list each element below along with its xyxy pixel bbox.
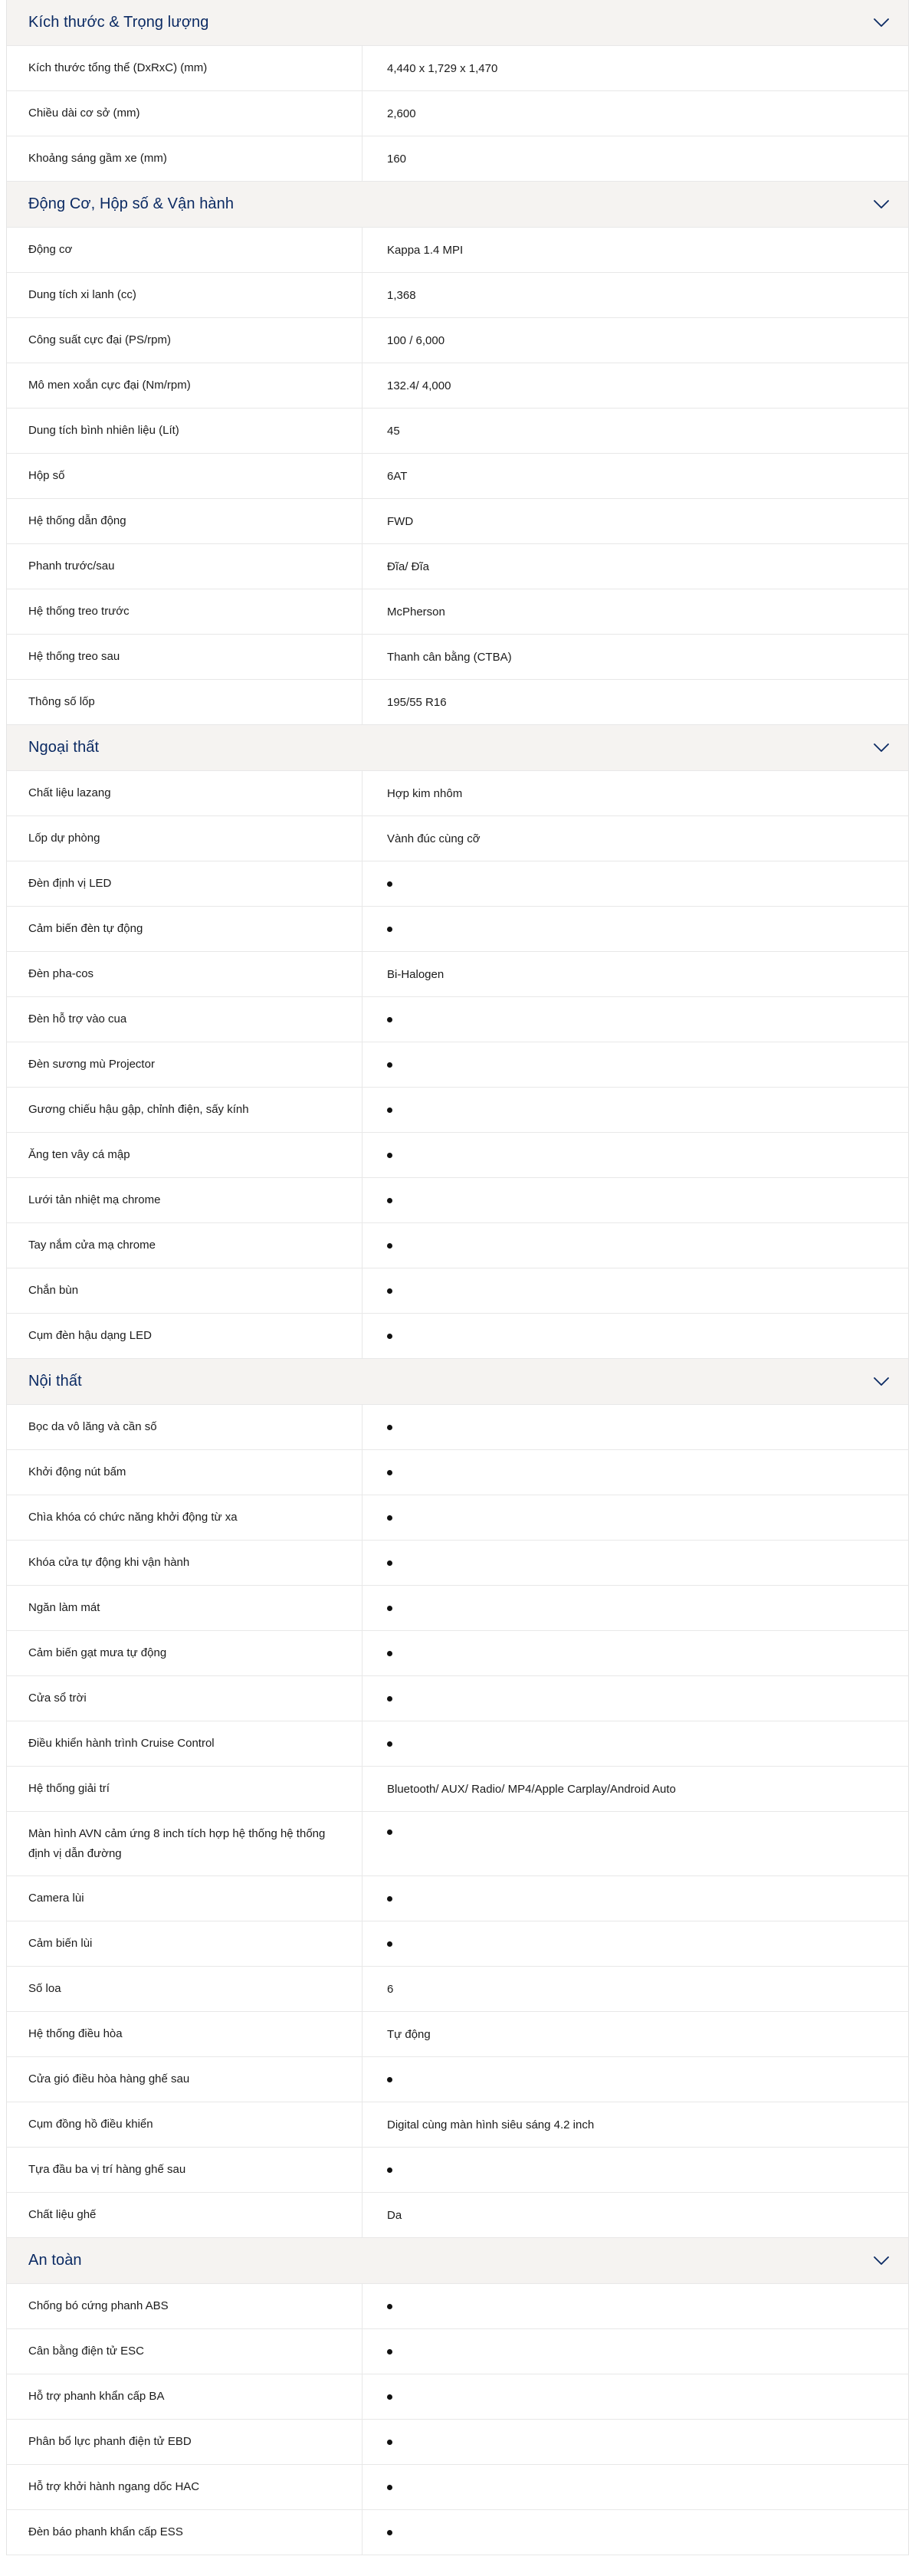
- section-title: Động Cơ, Hộp số & Vận hành: [28, 195, 235, 212]
- spec-value: Bi-Halogen: [387, 967, 445, 981]
- spec-value: 6AT: [387, 469, 408, 483]
- spec-row: [7, 907, 908, 952]
- spec-value: 2,600: [387, 107, 416, 120]
- spec-value-bullet: [363, 1042, 908, 1087]
- spec-row: [7, 499, 908, 544]
- chevron-down-icon[interactable]: [873, 2256, 890, 2266]
- spec-label: Phanh trước/sau: [7, 544, 363, 589]
- bullet-icon: [387, 1515, 392, 1521]
- spec-row: [7, 1541, 908, 1586]
- spec-value: 1,368: [387, 288, 416, 302]
- spec-label: Số loa: [7, 1967, 363, 2011]
- bullet-icon: [387, 1606, 392, 1611]
- spec-label: Hệ thống treo trước: [7, 589, 363, 634]
- spec-label: Khoảng sáng gầm xe (mm): [7, 136, 363, 181]
- spec-row: [7, 2465, 908, 2510]
- section-header-toggle[interactable]: [7, 182, 908, 228]
- spec-section: [7, 0, 908, 182]
- bullet-icon: [387, 1560, 392, 1566]
- spec-label: Hệ thống điều hòa: [7, 2012, 363, 2056]
- spec-row: [7, 1088, 908, 1133]
- spec-value-bullet: [363, 1495, 908, 1540]
- spec-label: Bọc da vô lăng và cần số: [7, 1405, 363, 1449]
- section-title: Kích thước & Trọng lượng: [28, 14, 209, 31]
- spec-row: [7, 1405, 908, 1450]
- bullet-icon: [387, 881, 392, 887]
- spec-value-bullet: [363, 1223, 908, 1268]
- spec-label: Ngăn làm mát: [7, 1586, 363, 1630]
- spec-value: Bluetooth/ AUX/ Radio/ MP4/Apple Carplay/Android Auto: [387, 1782, 676, 1796]
- spec-value-bullet: [363, 2465, 908, 2509]
- bullet-icon: [387, 1288, 392, 1294]
- spec-value: Hợp kim nhôm: [387, 786, 463, 800]
- spec-label: Gương chiếu hậu gập, chỉnh điện, sấy kính: [7, 1088, 363, 1132]
- spec-label: Kích thước tổng thể (DxRxC) (mm): [7, 46, 363, 90]
- spec-row: [7, 952, 908, 997]
- spec-row: [7, 680, 908, 725]
- bullet-icon: [387, 1198, 392, 1203]
- bullet-icon: [387, 1017, 392, 1022]
- spec-value-bullet: [363, 1178, 908, 1222]
- spec-label: Hỗ trợ phanh khẩn cấp BA: [7, 2374, 363, 2419]
- spec-label: Chất liệu lazang: [7, 771, 363, 815]
- spec-row: [7, 1921, 908, 1967]
- spec-label: Động cơ: [7, 228, 363, 272]
- spec-value: Vành đúc cùng cỡ: [387, 832, 481, 845]
- chevron-down-icon[interactable]: [873, 18, 890, 28]
- spec-value-bullet: [363, 1405, 908, 1449]
- bullet-icon: [387, 2440, 392, 2445]
- spec-value-bullet: [363, 1133, 908, 1177]
- spec-value-bullet: [363, 1541, 908, 1585]
- spec-row: [7, 1967, 908, 2012]
- section-title: An toàn: [28, 2252, 82, 2269]
- spec-value-bullet: [363, 2329, 908, 2374]
- spec-value-bullet: [363, 1876, 908, 1921]
- bullet-icon: [387, 2304, 392, 2309]
- bullet-icon: [387, 2349, 392, 2354]
- spec-label: Chống bó cứng phanh ABS: [7, 2284, 363, 2328]
- spec-label: Hệ thống giải trí: [7, 1767, 363, 1811]
- spec-label: Tay nắm cửa mạ chrome: [7, 1223, 363, 1268]
- spec-row: [7, 1223, 908, 1268]
- spec-row: [7, 997, 908, 1042]
- spec-row: [7, 1042, 908, 1088]
- section-header-toggle[interactable]: [7, 0, 908, 46]
- spec-row: [7, 2057, 908, 2102]
- spec-row: [7, 2329, 908, 2374]
- chevron-down-icon[interactable]: [873, 199, 890, 210]
- bullet-icon: [387, 1829, 392, 1835]
- spec-row: [7, 1450, 908, 1495]
- spec-row: [7, 1586, 908, 1631]
- spec-label: Hệ thống treo sau: [7, 635, 363, 679]
- spec-value: FWD: [387, 514, 414, 528]
- spec-value-bullet: [363, 1268, 908, 1313]
- bullet-icon: [387, 2077, 392, 2082]
- section-header-toggle[interactable]: [7, 725, 908, 771]
- spec-label: Công suất cực đại (PS/rpm): [7, 318, 363, 363]
- spec-label: Khóa cửa tự động khi vận hành: [7, 1541, 363, 1585]
- spec-label: Tựa đầu ba vị trí hàng ghế sau: [7, 2148, 363, 2192]
- spec-label: Màn hình AVN cảm ứng 8 inch tích hợp hệ thống hệ thống định vị dẫn đường: [7, 1812, 363, 1875]
- spec-row: [7, 2148, 908, 2193]
- section-title: Ngoại thất: [28, 739, 100, 756]
- spec-row: [7, 454, 908, 499]
- spec-label: Chắn bùn: [7, 1268, 363, 1313]
- spec-value: 6: [387, 1982, 394, 1996]
- spec-row: [7, 409, 908, 454]
- spec-value: Thanh cân bằng (CTBA): [387, 650, 512, 664]
- spec-row: [7, 318, 908, 363]
- spec-row: [7, 771, 908, 816]
- spec-value-bullet: [363, 2374, 908, 2419]
- spec-row: [7, 816, 908, 861]
- spec-value-bullet: [363, 1921, 908, 1966]
- spec-row: [7, 2284, 908, 2329]
- spec-value-bullet: [363, 1676, 908, 1721]
- spec-value-bullet: [363, 1088, 908, 1132]
- spec-value-bullet: [363, 2420, 908, 2464]
- bullet-icon: [387, 1153, 392, 1158]
- spec-value: Đĩa/ Đĩa: [387, 560, 430, 573]
- bullet-icon: [387, 1896, 392, 1902]
- bullet-icon: [387, 2530, 392, 2535]
- spec-value: Kappa 1.4 MPI: [387, 243, 464, 257]
- spec-label: Chiều dài cơ sở (mm): [7, 91, 363, 136]
- bullet-icon: [387, 1651, 392, 1656]
- spec-label: Đèn pha-cos: [7, 952, 363, 996]
- spec-label: Lốp dự phòng: [7, 816, 363, 861]
- spec-row: [7, 544, 908, 589]
- spec-row: [7, 2012, 908, 2057]
- bullet-icon: [387, 1108, 392, 1113]
- spec-value-bullet: [363, 1450, 908, 1495]
- spec-row: [7, 2102, 908, 2148]
- spec-value: 160: [387, 152, 407, 166]
- spec-label: Đèn hỗ trợ vào cua: [7, 997, 363, 1042]
- bullet-icon: [387, 1470, 392, 1475]
- spec-row: [7, 1133, 908, 1178]
- spec-row: [7, 1767, 908, 1812]
- bullet-icon: [387, 1741, 392, 1747]
- spec-label: Hộp số: [7, 454, 363, 498]
- spec-row: [7, 635, 908, 680]
- spec-label: Đèn định vị LED: [7, 861, 363, 906]
- spec-label: Cụm đèn hậu dạng LED: [7, 1314, 363, 1358]
- spec-accordion: [6, 0, 909, 2555]
- spec-label: Cụm đồng hồ điều khiển: [7, 2102, 363, 2147]
- spec-row: [7, 46, 908, 91]
- spec-row: [7, 861, 908, 907]
- chevron-down-icon[interactable]: [873, 1377, 890, 1387]
- spec-section: [7, 1359, 908, 2238]
- spec-row: [7, 1178, 908, 1223]
- spec-label: Cảm biến lùi: [7, 1921, 363, 1966]
- spec-value: 4,440 x 1,729 x 1,470: [387, 61, 498, 75]
- spec-row: [7, 136, 908, 182]
- spec-label: Hỗ trợ khởi hành ngang dốc HAC: [7, 2465, 363, 2509]
- spec-row: [7, 273, 908, 318]
- bullet-icon: [387, 2167, 392, 2173]
- spec-value-bullet: [363, 2148, 908, 2192]
- spec-row: [7, 1721, 908, 1767]
- spec-label: Lưới tản nhiệt mạ chrome: [7, 1178, 363, 1222]
- spec-value-bullet: [363, 997, 908, 1042]
- spec-label: Dung tích bình nhiên liệu (Lít): [7, 409, 363, 453]
- spec-value: 100 / 6,000: [387, 333, 445, 347]
- spec-label: Dung tích xi lanh (cc): [7, 273, 363, 317]
- spec-value-bullet: [363, 2510, 908, 2555]
- spec-row: [7, 2420, 908, 2465]
- spec-value-bullet: [363, 2284, 908, 2328]
- spec-value: Da: [387, 2208, 402, 2222]
- spec-row: [7, 1495, 908, 1541]
- bullet-icon: [387, 1243, 392, 1249]
- spec-row: [7, 1314, 908, 1359]
- spec-row: [7, 2374, 908, 2420]
- spec-row: [7, 589, 908, 635]
- chevron-down-icon[interactable]: [873, 743, 890, 753]
- spec-label: Chất liệu ghế: [7, 2193, 363, 2237]
- spec-value: Tự động: [387, 2027, 431, 2041]
- spec-row: [7, 91, 908, 136]
- spec-value-bullet: [363, 1812, 908, 1875]
- spec-row: [7, 2193, 908, 2238]
- spec-value: 132.4/ 4,000: [387, 379, 451, 392]
- spec-row: [7, 2510, 908, 2555]
- spec-row: [7, 1676, 908, 1721]
- spec-value-bullet: [363, 1631, 908, 1675]
- spec-row: [7, 1812, 908, 1876]
- bullet-icon: [387, 2394, 392, 2400]
- spec-row: [7, 1631, 908, 1676]
- spec-value: McPherson: [387, 605, 445, 619]
- spec-row: [7, 363, 908, 409]
- spec-label: Mô men xoắn cực đại (Nm/rpm): [7, 363, 363, 408]
- spec-row: [7, 228, 908, 273]
- spec-row: [7, 1876, 908, 1921]
- spec-row: [7, 1268, 908, 1314]
- spec-value: 45: [387, 424, 400, 438]
- bullet-icon: [387, 1941, 392, 1947]
- spec-value-bullet: [363, 2057, 908, 2102]
- bullet-icon: [387, 1334, 392, 1339]
- spec-label: Phân bổ lực phanh điện tử EBD: [7, 2420, 363, 2464]
- spec-label: Thông số lốp: [7, 680, 363, 724]
- spec-label: Cảm biến gạt mưa tự động: [7, 1631, 363, 1675]
- spec-label: Camera lùi: [7, 1876, 363, 1921]
- spec-label: Cảm biến đèn tự động: [7, 907, 363, 951]
- bullet-icon: [387, 2485, 392, 2490]
- spec-value-bullet: [363, 1314, 908, 1358]
- bullet-icon: [387, 1425, 392, 1430]
- spec-label: Cân bằng điện tử ESC: [7, 2329, 363, 2374]
- spec-section: [7, 2238, 908, 2555]
- spec-value-bullet: [363, 1721, 908, 1766]
- spec-value-bullet: [363, 907, 908, 951]
- spec-section: [7, 182, 908, 725]
- spec-label: Đèn báo phanh khẩn cấp ESS: [7, 2510, 363, 2555]
- section-header-toggle[interactable]: [7, 1359, 908, 1405]
- spec-label: Ăng ten vây cá mập: [7, 1133, 363, 1177]
- spec-label: Đèn sương mù Projector: [7, 1042, 363, 1087]
- section-header-toggle[interactable]: [7, 2238, 908, 2284]
- spec-label: Khởi động nút bấm: [7, 1450, 363, 1495]
- spec-value: Digital cùng màn hình siêu sáng 4.2 inch: [387, 2118, 595, 2131]
- bullet-icon: [387, 1062, 392, 1068]
- spec-label: Hệ thống dẫn động: [7, 499, 363, 543]
- spec-value-bullet: [363, 861, 908, 906]
- spec-label: Cửa gió điều hòa hàng ghế sau: [7, 2057, 363, 2102]
- spec-label: Chìa khóa có chức năng khởi động từ xa: [7, 1495, 363, 1540]
- spec-label: Cửa sổ trời: [7, 1676, 363, 1721]
- spec-value: 195/55 R16: [387, 695, 447, 709]
- spec-label: Điều khiển hành trình Cruise Control: [7, 1721, 363, 1766]
- spec-value-bullet: [363, 1586, 908, 1630]
- bullet-icon: [387, 1696, 392, 1701]
- spec-section: [7, 725, 908, 1359]
- bullet-icon: [387, 927, 392, 932]
- section-title: Nội thất: [28, 1373, 82, 1390]
